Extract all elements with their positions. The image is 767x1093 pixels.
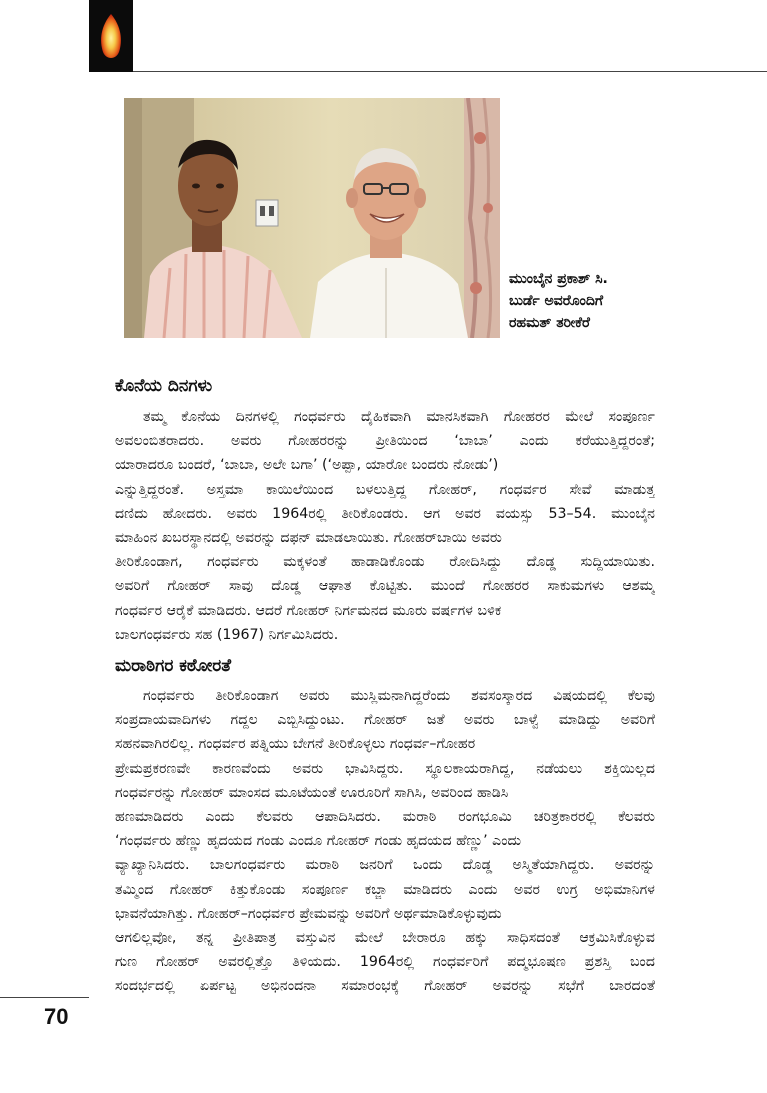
- paragraph-line: ಹಣಮಾಡಿದರು ಎಂದು ಕೆಲವರು ಆಪಾದಿಸಿದರು. ಮರಾಠಿ ರಂಗಭೂಮಿ ಚರಿತ್ರಕಾರರಲ್ಲಿ ಕೆಲವರು: [115, 808, 655, 825]
- section-body-last-days: [115, 405, 655, 647]
- photo-two-men: [124, 98, 500, 338]
- paragraph-line: ತಮ್ಮ ಕೊನೆಯ ದಿನಗಳಲ್ಲಿ ಗಂಧರ್ವರು ದೈಹಿಕವಾಗಿ ಮಾನಸಿಕವಾಗಿ ಗೋಹರರ ಮೇಲೆ ಸಂಪೂರ್ಣ: [143, 409, 655, 425]
- paragraph-line: ವ್ಯಾಖ್ಯಾನಿಸಿದರು. ಬಾಲಗಂಧರ್ವರು ಮರಾಠಿ ಜನರಿಗೆ ಒಂದು ದೊಡ್ಡ ಅಸ್ಮಿತೆಯಾಗಿದ್ದರು. ಅವರನ್ನು: [115, 857, 655, 874]
- paragraph-line: ಗುಣ ಗೋಹರ್ ಅವರಲ್ಲಿತ್ತೊ ತಿಳಿಯದು. 1964ರಲ್ಲಿ ಗಂಧರ್ವರಿಗೆ ಪದ್ಮಭೂಷಣ ಪ್ರಶಸ್ತಿ ಬಂದ: [115, 954, 655, 971]
- paragraph-line: ದಣಿದು ಹೋದರು. ಅವರು 1964ರಲ್ಲಿ ತೀರಿಕೊಂಡರು. ಆಗ ಅವರ ವಯಸ್ಸು 53–54. ಮುಂಬೈನ: [115, 505, 655, 522]
- paragraph-line: ಅವರಿಗೆ ಗೋಹರ್ ಸಾವು ದೊಡ್ಡ ಆಘಾತ ಕೊಟ್ಟಿತು. ಮುಂದೆ ಗೋಹರರ ಸಾಕುಮಗಳು ಆಶಮ್ಮ: [115, 578, 655, 595]
- footer-rule: [0, 997, 89, 998]
- paragraph-line: ಬಾಲಗಂಧರ್ವರು ಸಹ (1967) ನಿರ್ಗಮಿಸಿದರು.: [115, 626, 339, 643]
- paragraph-line: ತೀರಿಕೊಂಡಾಗ, ಗಂಧರ್ವರು ಮಕ್ಕಳಂತೆ ಹಾಡಾಡಿಕೊಂಡು ರೋದಿಸಿದ್ದು ದೊಡ್ಡ ಸುದ್ದಿಯಾಯಿತು.: [115, 554, 655, 571]
- paragraph-line: ‘ಗಂಧರ್ವರು ಹೆಣ್ಣು ಹೃದಯದ ಗಂಡು ಎಂದೂ ಗೋಹರ್ ಗಂಡು ಹೃದಯದ ಹೆಣ್ಣು’ ಎಂದು: [115, 833, 522, 850]
- caption-line: ರಹಮತ್ ತರೀಕೆರೆ: [509, 315, 590, 331]
- paragraph-line: ಎನ್ನುತ್ತಿದ್ದರಂತೆ. ಅಸ್ತಮಾ ಕಾಯಿಲೆಯಿಂದ ಬಳಲುತ್ತಿದ್ದ ಗೋಹರ್, ಗಂಧರ್ವರ ಸೇವೆ ಮಾಡುತ್ತ: [115, 481, 655, 498]
- page-number: 70: [44, 1004, 69, 1029]
- paragraph-line: ತಮ್ಮಿಂದ ಗೋಹರ್ ಕಿತ್ತುಕೊಂಡು ಸಂಪೂರ್ಣ ಕಬ್ಜಾ ಮಾಡಿದರು ಎಂದು ಅವರ ಉಗ್ರ ಅಭಿಮಾನಿಗಳ: [115, 881, 655, 898]
- photo-image: [124, 98, 500, 338]
- paragraph-line: ಗಂಧರ್ವರು ತೀರಿಕೊಂಡಾಗ ಅವರು ಮುಸ್ಲಿಮನಾಗಿದ್ದರೆಂದು ಶವಸಂಸ್ಕಾರದ ವಿಷಯದಲ್ಲಿ ಕೆಲವು: [143, 688, 655, 704]
- section-heading-last-days: ಕೊನೆಯ ದಿನಗಳು: [115, 376, 213, 396]
- caption-line: ಬುರ್ಡೆ ಅವರೊಂದಿಗೆ: [509, 293, 604, 309]
- paragraph-line: ಮಾಹಿಂನ ಖಬರಸ್ಥಾನದಲ್ಲಿ ಅವರನ್ನು ದಫನ್ ಮಾಡಲಾಯಿತು. ಗೋಹರ್‌ಬಾಯಿ ಅವರು: [115, 529, 502, 546]
- paragraph-line: ಸಂಪ್ರದಾಯವಾದಿಗಳು ಗದ್ದಲ ಎಬ್ಬಿಸಿದ್ದುಂಟು. ಗೋಹರ್ ಜತೆ ಅವರು ಬಾಳ್ವೆ ಮಾಡಿದ್ದು ಅವರಿಗೆ: [115, 712, 655, 729]
- paragraph-line: ಗಂಧರ್ವರನ್ನು ಗೋಹರ್ ಮಾಂಸದ ಮೂಟೆಯಂತೆ ಊರೂರಿಗೆ ಸಾಗಿಸಿ, ಅವರಿಂದ ಹಾಡಿಸಿ: [115, 784, 509, 801]
- paragraph-line: ಗಂಧರ್ವರ ಆರೈಕೆ ಮಾಡಿದರು. ಆದರೆ ಗೋಹರ್ ನಿರ್ಗಮನದ ಮೂರು ವರ್ಷಗಳ ಬಳಿಕ: [115, 602, 502, 619]
- paragraph-line: ಆಗಲಿಲ್ಲವೋ, ತನ್ನ ಪ್ರೀತಿಪಾತ್ರ ವಸ್ತುವಿನ ಮೇಲೆ ಬೇರಾರೂ ಹಕ್ಕು ಸಾಧಿಸದಂತೆ ಆಕ್ರಮಿಸಿಕೊಳ್ಳುವ: [115, 929, 655, 946]
- paragraph-line: ಸಹನವಾಗಿರಲಿಲ್ಲ. ಗಂಧರ್ವರ ಪತ್ನಿಯು ಬೇಗನೆ ತೀರಿಕೊಳ್ಳಲು ಗಂಧರ್ವ–ಗೋಹರ: [115, 736, 476, 753]
- caption-line: ಮುಂಬೈನ ಪ್ರಕಾಶ್ ಸಿ.: [509, 271, 608, 287]
- photo-caption: [509, 268, 709, 334]
- header-rule: [133, 71, 767, 72]
- flame-icon: [89, 0, 133, 72]
- paragraph-line: ಭಾವನೆಯಾಗಿತ್ತು. ಗೋಹರ್–ಗಂಧರ್ವರ ಪ್ರೇಮವನ್ನು ಅವರಿಗೆ ಅರ್ಥಮಾಡಿಕೊಳ್ಳುವುದು: [115, 905, 502, 922]
- paragraph-line: ಅವಲಂಬಿತರಾದರು. ಅವರು ಗೋಹರರನ್ನು ಪ್ರೀತಿಯಿಂದ ‘ಬಾಬಾ’ ಎಂದು ಕರೆಯುತ್ತಿದ್ದರಂತೆ;: [115, 433, 655, 450]
- paragraph-line: ಸಂದರ್ಭದಲ್ಲಿ ಏರ್ಪಟ್ಟ ಅಭಿನಂದನಾ ಸಮಾರಂಭಕ್ಕೆ ಗೋಹರ್ ಅವರನ್ನು ಸಭೆಗೆ ಬಾರದಂತೆ: [115, 978, 655, 995]
- paragraph-line: ಯಾರಾದರೂ ಬಂದರೆ, ‘ಬಾಬಾ, ಅಲೇ ಬಗಾ’ (‘ಅಪ್ಪಾ, ಯಾರೋ ಬಂದರು ನೋಡು’): [115, 457, 499, 474]
- section-heading-marathi-harshness: ಮರಾಠಿಗರ ಕಠೋರತೆ: [115, 656, 231, 676]
- section-body-marathi-harshness: [115, 684, 655, 998]
- publisher-logo: [89, 0, 133, 72]
- paragraph-line: ಪ್ರೇಮಪ್ರಕರಣವೇ ಕಾರಣವೆಂದು ಅವರು ಭಾವಿಸಿದ್ದರು. ಸ್ಥೂಲಕಾಯರಾಗಿದ್ದ, ನಡೆಯಲು ಶಕ್ತಿಯಿಲ್ಲದ: [115, 760, 655, 777]
